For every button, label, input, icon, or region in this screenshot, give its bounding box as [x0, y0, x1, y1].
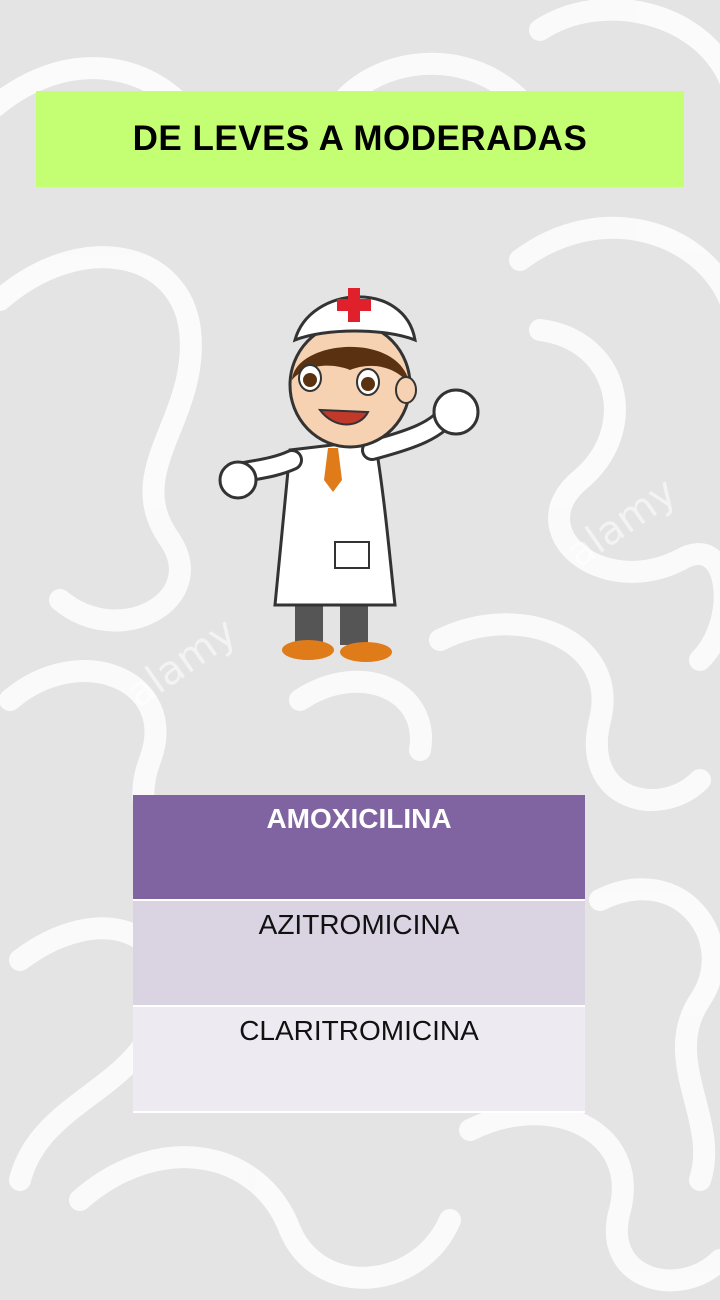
- table-header-cell: AMOXICILINA: [133, 795, 585, 900]
- table-cell: CLARITROMICINA: [133, 1006, 585, 1112]
- watermark-text: alamy: [557, 468, 685, 578]
- table-cell: AZITROMICINA: [133, 900, 585, 1006]
- drug-table: [133, 795, 585, 1113]
- table-row: [133, 900, 585, 1006]
- watermark-text: alamy: [117, 608, 245, 718]
- title-banner: [36, 91, 684, 187]
- doctor-cartoon-icon: [200, 270, 500, 670]
- page-title: DE LEVES A MODERADAS: [132, 119, 588, 158]
- table-header-row: [133, 795, 585, 900]
- table-row: [133, 1006, 585, 1112]
